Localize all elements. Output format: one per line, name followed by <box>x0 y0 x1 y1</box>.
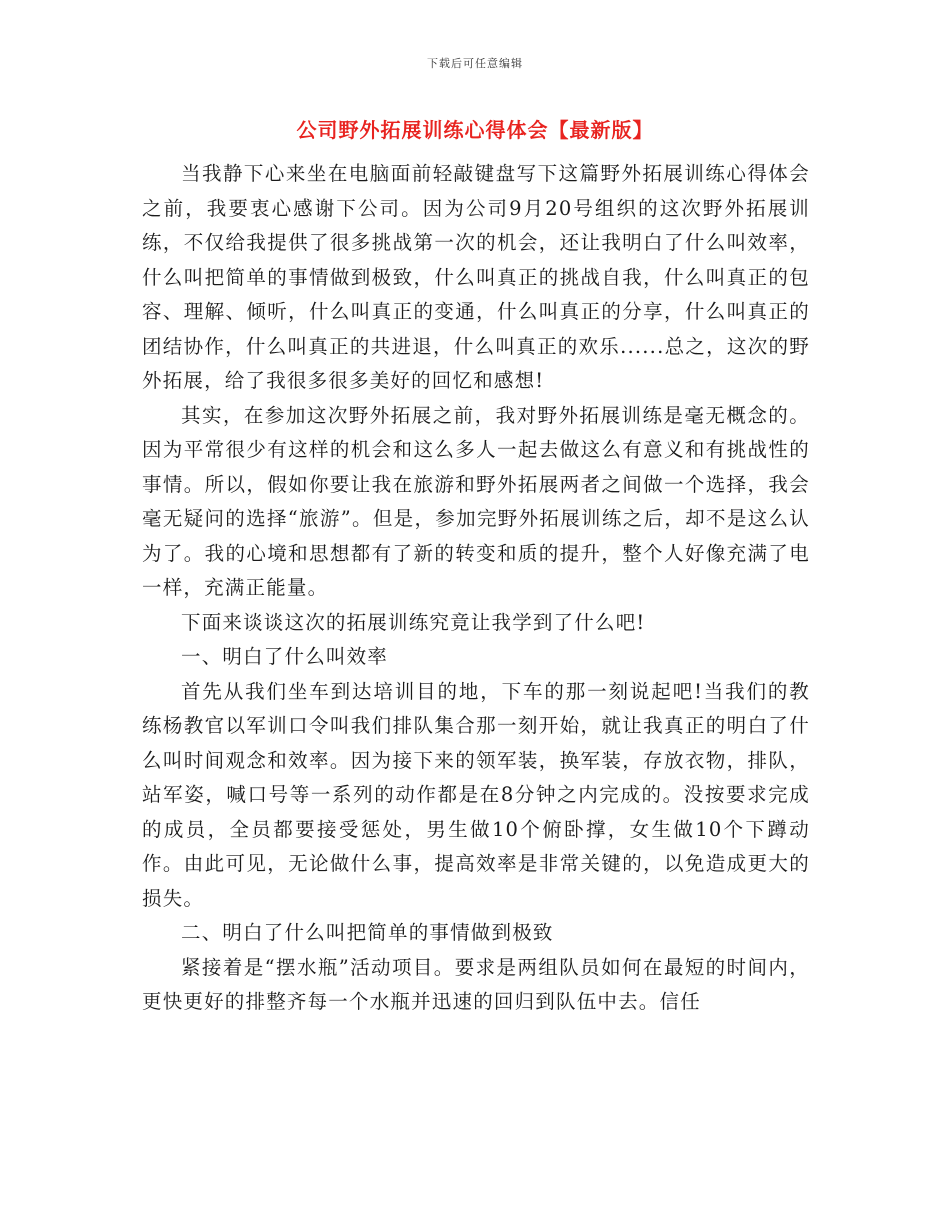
paragraph: 首先从我们坐车到达培训目的地，下车的那一刻说起吧!当我们的教练杨教官以军训口令叫我们排队集合那一刻开始，就让我真正的明白了什么叫时间观念和效率。因为接下来的领军装，换军装，存放衣物，排队，站军姿，喊口号等一系列的动作都是在8分钟之内完成的。没按要求完成的成员，全员都要接受惩处，男生做10个俯卧撑，女生做10个下蹲动作。由此可见，无论做什么事，提高效率是非常关键的，以免造成更大的损失。 <box>142 679 810 910</box>
paragraph: 下面来谈谈这次的拓展训练究竟让我学到了什么吧! <box>181 610 646 634</box>
paragraph: 其实，在参加这次野外拓展之前，我对野外拓展训练是毫无概念的。因为平常很少有这样的机会和这么多人一起去做这么有意义和有挑战性的事情。所以，假如你要让我在旅游和野外拓展两者之间做一个选择，我会毫无疑问的选择“旅游”。但是，参加完野外拓展训练之后，却不是这么认为了。我的心境和思想都有了新的转变和质的提升，整个人好像充满了电一样，充满正能量。 <box>142 403 810 599</box>
page-header-note: 下载后可任意编辑 <box>427 57 523 70</box>
section-heading: 二、明白了什么叫把简单的事情做到极致 <box>181 921 554 944</box>
document-title: 公司野外拓展训练心得体会【最新版】 <box>296 118 654 142</box>
document-body <box>142 157 810 1020</box>
paragraph: 当我静下心来坐在电脑面前轻敲键盘写下这篇野外拓展训练心得体会之前，我要衷心感谢下公司。因为公司9月20号组织的这次野外拓展训练，不仅给我提供了很多挑战第一次的机会，还让我明白了什么叫效率，什么叫把简单的事情做到极致，什么叫真正的挑战自我，什么叫真正的包容、理解、倾听，什么叫真正的变通，什么叫真正的分享，什么叫真正的团结协作，什么叫真正的共进退，什么叫真正的欢乐......总之，这次的野外拓展，给了我很多很多美好的回忆和感想! <box>142 162 810 392</box>
section-heading: 一、明白了什么叫效率 <box>181 645 389 668</box>
paragraph: 紧接着是“摆水瓶”活动项目。要求是两组队员如何在最短的时间内，更快更好的排整齐每一个水瓶并迅速的回归到队伍中去。信任 <box>142 955 810 1013</box>
